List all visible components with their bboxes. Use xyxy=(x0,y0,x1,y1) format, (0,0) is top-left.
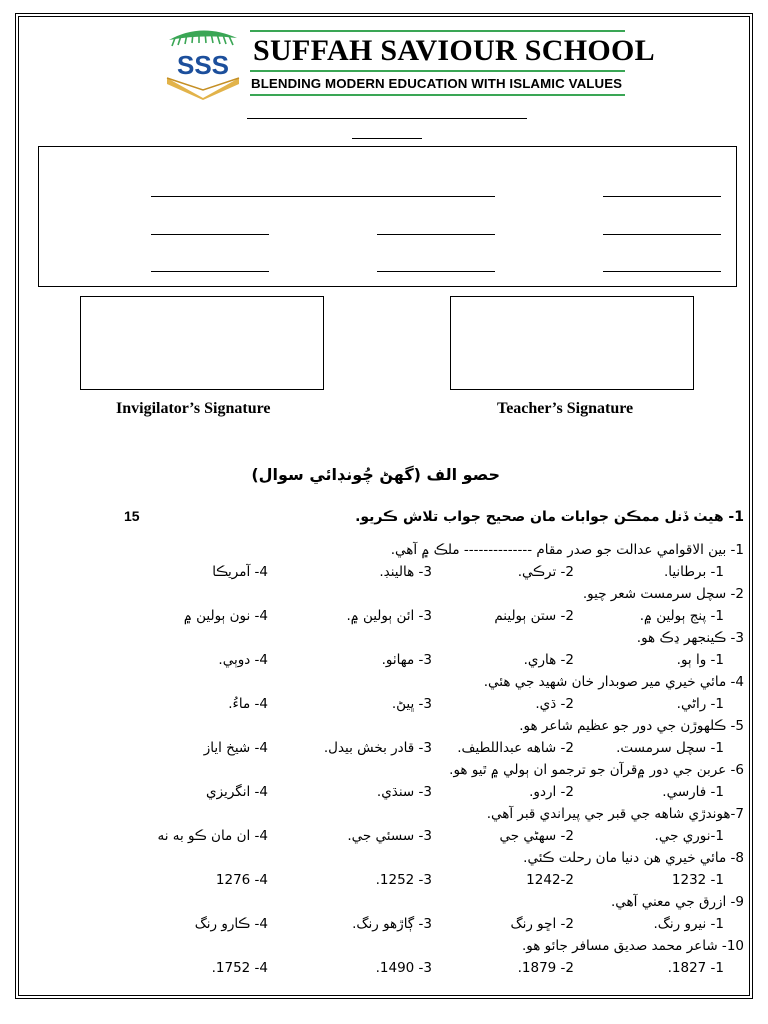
question-option[interactable]: 3- هالينڊ. xyxy=(379,564,432,580)
roll-number-blank[interactable] xyxy=(603,196,721,197)
question-option[interactable]: 3- قادر بخش بيدل. xyxy=(323,740,432,756)
question-option[interactable]: 4- شيخ اياز xyxy=(203,740,268,756)
question-option[interactable]: 4- ان مان ڪو به نه xyxy=(157,828,268,844)
teacher-signature-label: Teacher’s Signature xyxy=(497,400,634,417)
exam-title-blank[interactable] xyxy=(247,118,527,119)
question-option[interactable]: 4- دوٻي. xyxy=(218,652,268,668)
question-option[interactable]: 2- اردو. xyxy=(529,784,574,800)
question-option[interactable]: 2- ڌي. xyxy=(535,696,574,712)
logo-text: SSS xyxy=(176,50,230,80)
question-option[interactable]: 1- وا ٻو. xyxy=(676,652,724,668)
question-option[interactable]: 3- ڀيڻ. xyxy=(391,696,432,712)
invigilator-signature-box[interactable] xyxy=(80,296,324,390)
question-text: 4- مائي خيري مير صوبدار خان شهيد جي هئي. xyxy=(483,674,744,690)
question-option[interactable]: 2- ترڪي. xyxy=(517,564,574,580)
total-marks-blank[interactable] xyxy=(151,271,269,272)
question-option[interactable]: 1276 -4 xyxy=(215,872,268,888)
school-logo xyxy=(163,26,243,100)
question-text: 3- ڪينجهر ڍڪ هو. xyxy=(636,630,744,646)
question-option[interactable]: 1- راڻي. xyxy=(676,696,724,712)
section-title: حصو الف (گھڻ چُونڊائي سوال) xyxy=(251,465,500,484)
school-tagline: BLENDING MODERN EDUCATION WITH ISLAMIC VALUES xyxy=(251,76,623,91)
question-option[interactable]: .1490 -3 xyxy=(375,960,432,976)
title-rule-bottom xyxy=(250,94,625,96)
section-instruction: 1- هيٺ ڏنل ممڪن جوابات مان صحيح جواب تلاش ڪريو. xyxy=(355,509,744,525)
exam-class-blank[interactable] xyxy=(352,138,422,139)
section-marks: 15 xyxy=(124,508,140,524)
class-blank[interactable] xyxy=(151,234,269,235)
obtained-marks-blank[interactable] xyxy=(377,271,495,272)
student-info-box xyxy=(38,146,737,287)
question-text: 5- ڪلهوڙن جي دور جو عظيم شاعر هو. xyxy=(519,718,744,734)
question-option[interactable]: 2- اڇو رنگ xyxy=(510,916,574,932)
question-option[interactable]: 3- ڳاڙهو رنگ. xyxy=(352,916,432,932)
invigilator-signature-label: Invigilator’s Signature xyxy=(116,400,271,417)
question-option[interactable]: 4- انگريزي xyxy=(206,784,268,800)
question-option[interactable]: 3- مهاٺو. xyxy=(381,652,432,668)
question-option[interactable]: 2- شاهه عبداللطيف. xyxy=(457,740,574,756)
question-text: 9- ازرق جي معني آهي. xyxy=(611,894,744,910)
question-option[interactable]: 1- نيرو رنگ. xyxy=(653,916,724,932)
question-option[interactable]: 1- سچل سرمست. xyxy=(616,740,724,756)
date-blank[interactable] xyxy=(603,234,721,235)
question-option[interactable]: 4- نون ٻولين ۾ xyxy=(183,608,268,624)
student-name-blank[interactable] xyxy=(151,196,495,197)
question-option[interactable]: .1827 -1 xyxy=(667,960,724,976)
question-option[interactable]: 3- سنڌي. xyxy=(376,784,432,800)
question-option[interactable]: 4- آمريڪا xyxy=(212,564,268,580)
school-name: SUFFAH SAVIOUR SCHOOL xyxy=(253,34,655,67)
question-option[interactable]: 3- ائن ٻولين ۾. xyxy=(346,608,432,624)
section-blank[interactable] xyxy=(377,234,495,235)
question-text: 7-هوندڙي شاهه جي قبر جي پيراندي قبر آهي. xyxy=(486,806,744,822)
question-option[interactable]: 4- ماءُ. xyxy=(228,696,268,712)
question-option[interactable]: 2- ستن ٻولينم xyxy=(494,608,574,624)
question-option[interactable]: 1232 -1 xyxy=(671,872,724,888)
question-text: 8- مائي خيري هن دنيا مان رحلت ڪئي. xyxy=(523,850,744,866)
question-option[interactable]: 1- پنج ٻولين ۾. xyxy=(639,608,724,624)
question-option[interactable]: 2- سهڻي جي xyxy=(499,828,574,844)
title-rule-middle xyxy=(250,70,625,72)
question-option[interactable]: 1- فارسي. xyxy=(662,784,724,800)
title-rule-top xyxy=(250,30,625,32)
question-text: 1- بين الاقوامي عدالت جو صدر مقام -------------- ملڪ ۾ آهي. xyxy=(390,542,744,558)
question-option[interactable]: 1- برطانيا. xyxy=(663,564,724,580)
question-option[interactable]: 4- ڪارو رنگ xyxy=(194,916,268,932)
question-option[interactable]: .1879 -2 xyxy=(517,960,574,976)
time-blank[interactable] xyxy=(603,271,721,272)
question-text: 6- عربن جي دور ۾قرآن جو ترجمو ان ٻولي ۾ ٿيو هو. xyxy=(449,762,744,778)
question-option[interactable]: 1242-2 xyxy=(526,872,574,888)
question-option[interactable]: .1252 -3 xyxy=(375,872,432,888)
question-option[interactable]: 3- سسئي جي. xyxy=(347,828,432,844)
question-option[interactable]: 2- هاري. xyxy=(523,652,574,668)
question-text: 2- سچل سرمست شعر چيو. xyxy=(582,586,744,602)
question-option[interactable]: 1-نوري جي. xyxy=(654,828,724,844)
question-text: 10- شاعر محمد صديق مسافر جائو هو. xyxy=(521,938,744,954)
teacher-signature-box[interactable] xyxy=(450,296,694,390)
question-option[interactable]: .1752 -4 xyxy=(211,960,268,976)
